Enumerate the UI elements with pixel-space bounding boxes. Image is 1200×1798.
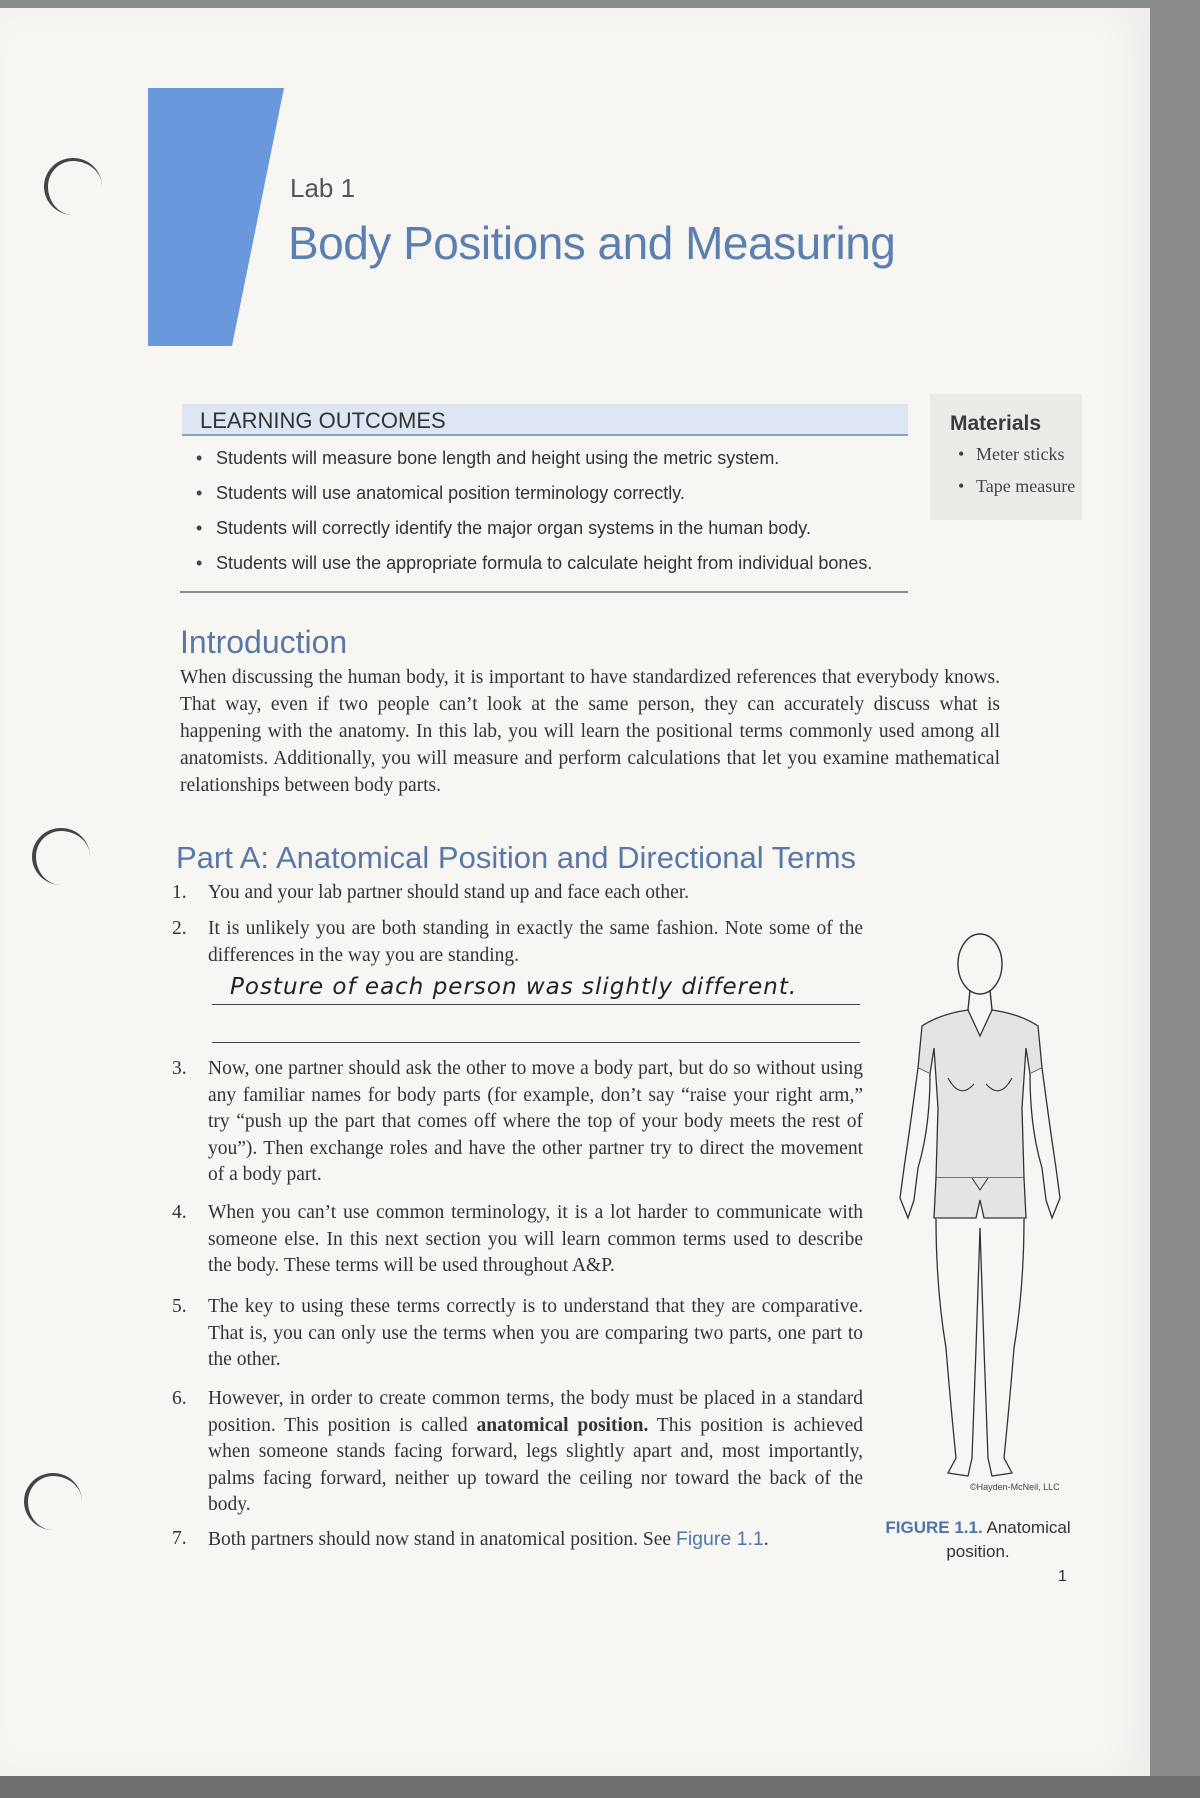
outcome-item: • Students will measure bone length and height using the metric system. bbox=[196, 448, 872, 483]
step-text-part: Both partners should now stand in anatomical position. See bbox=[208, 1529, 676, 1550]
worksheet-page bbox=[0, 8, 1150, 1776]
page-number: 1 bbox=[1058, 1568, 1067, 1585]
step-text: You and your lab partner should stand up and face each other. bbox=[208, 882, 690, 903]
desk-surface bbox=[0, 1776, 1200, 1798]
step-number: 4. bbox=[172, 1202, 187, 1223]
step-number: 7. bbox=[172, 1528, 187, 1549]
answer-line bbox=[212, 1004, 860, 1005]
outcomes-divider bbox=[180, 591, 908, 593]
punch-hole bbox=[32, 828, 90, 885]
figure-reference-link[interactable]: Figure 1.1 bbox=[675, 1528, 764, 1550]
anatomical-position-term: anatomical position. bbox=[476, 1414, 649, 1436]
introduction-heading: Introduction bbox=[180, 624, 348, 660]
figure-credit: ©Hayden-McNeil, LLC bbox=[970, 1482, 1060, 1492]
step-number: 3. bbox=[172, 1058, 187, 1079]
materials-heading: Materials bbox=[950, 412, 1042, 435]
step-text bbox=[208, 1386, 863, 1519]
figure-label: FIGURE 1.1. bbox=[885, 1518, 983, 1537]
punch-hole bbox=[44, 158, 102, 215]
step-number: 1. bbox=[172, 882, 187, 903]
part-a-heading: Part A: Anatomical Position and Directional Terms bbox=[176, 840, 857, 875]
materials-item: • Meter sticks bbox=[964, 444, 1082, 476]
outcome-item: • Students will use the appropriate formula to calculate height from individual bones. bbox=[196, 553, 872, 588]
step-number: 2. bbox=[172, 918, 187, 939]
step-text: Now, one partner should ask the other to move a body part, but do so without using any familiar names for body parts (for example, don’t say “raise your right arm,” try “push up the part that comes off where the top of your body meets the rest of you”). Then exchange roles and have the other partner try to direct the movement of a body part. bbox=[208, 1058, 863, 1185]
step-text: It is unlikely you are both standing in exactly the same fashion. Note some of the differences in the way you are standing. bbox=[208, 918, 863, 966]
step-text-part: . bbox=[763, 1529, 769, 1550]
outcome-item: • Students will use anatomical position terminology correctly. bbox=[196, 483, 872, 518]
answer-line bbox=[212, 1042, 860, 1043]
step-text: The key to using these terms correctly is to understand that they are comparative. That is, you can only use the terms when you are comparing two parts, one part to the other. bbox=[208, 1296, 863, 1370]
step-number: 5. bbox=[172, 1296, 187, 1317]
learning-outcomes-list bbox=[196, 448, 872, 588]
materials-box bbox=[930, 394, 1082, 520]
introduction-body: When discussing the human body, it is important to have standardized references that everybody knows. That way, even if two people can’t look at the same person, they can accurately discuss what is happening with the anatomy. In this lab, you will learn the positional terms commonly used among all anatomists. Additionally, you will measure and perform calculations that let you examine mathematical relationships between body parts. bbox=[180, 667, 1000, 796]
learning-outcomes-heading: LEARNING OUTCOMES bbox=[182, 404, 908, 436]
step-number: 6. bbox=[172, 1388, 187, 1409]
lab-accent-tab bbox=[148, 88, 288, 350]
figure-caption-text: Anatomical position. bbox=[946, 1518, 1071, 1561]
lab-title: Body Positions and Measuring bbox=[288, 217, 896, 269]
handwritten-answer: Posture of each person was slightly different. bbox=[230, 974, 798, 1000]
materials-list bbox=[950, 444, 1082, 508]
figure-caption bbox=[880, 1516, 1076, 1564]
outcome-item: • Students will correctly identify the major organ systems in the human body. bbox=[196, 518, 872, 553]
step-text-part: This position is achieved when someone stands facing forward, legs slightly apart and, most importantly, palms facing forward, neither up toward the ceiling nor toward the back of the body. bbox=[208, 1414, 864, 1515]
punch-hole bbox=[24, 1473, 82, 1530]
step-text-part: However, in order to create common terms, the body must be placed in a standard position. This position is called bbox=[208, 1388, 863, 1436]
step-text: When you can’t use common terminology, it is a lot harder to communicate with someone else. In this next section you will learn common terms used to describe the body. These terms will be used throughout A&P. bbox=[208, 1202, 863, 1276]
anatomical-position-figure bbox=[890, 928, 1070, 1488]
step-text bbox=[208, 1526, 863, 1554]
materials-item: • Tape measure bbox=[964, 476, 1082, 508]
lab-number: Lab 1 bbox=[290, 173, 356, 203]
